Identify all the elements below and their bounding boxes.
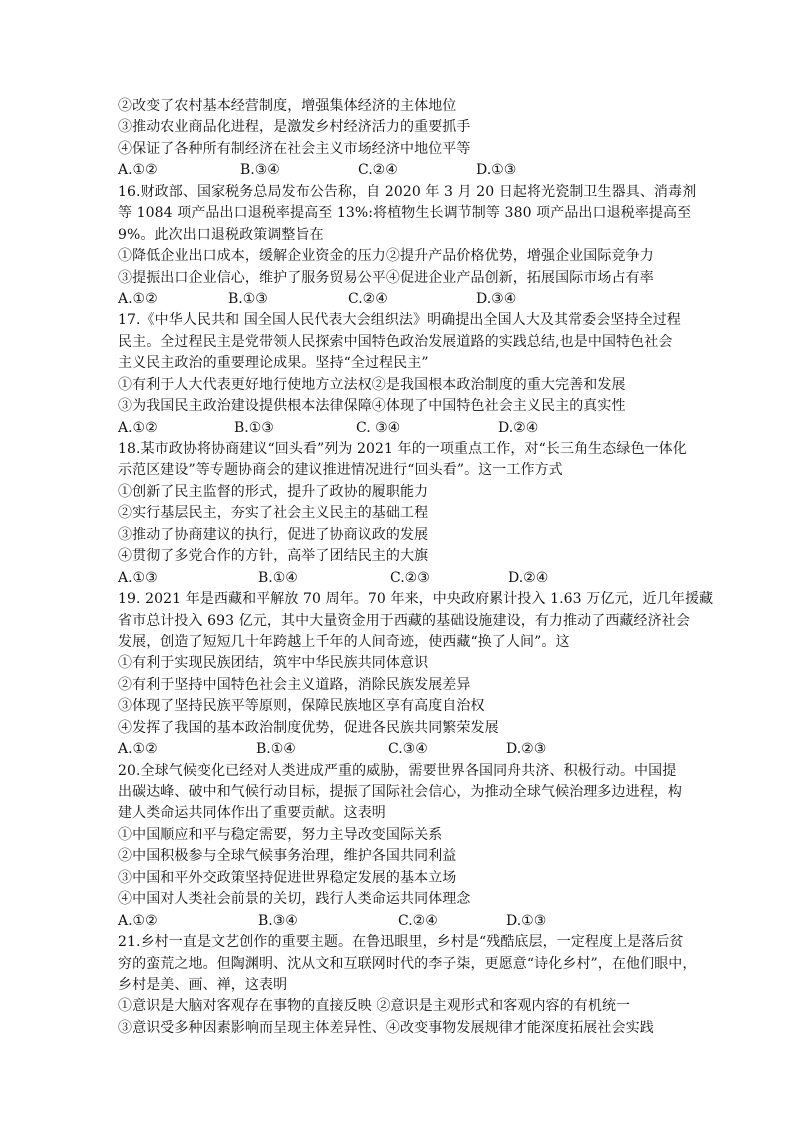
question-20-line: 建人类命运共同体作出了重要贡献。这表明 [118, 805, 386, 822]
option-a: A.①② [118, 912, 158, 929]
question-21-line: 21.乡村一直是文艺创作的重要主题。在鲁迅眼里，乡村是“残酷底层，一定程度上是落后贫 [118, 934, 684, 951]
option-d: D.②④ [508, 569, 549, 586]
option-a: A.①② [118, 741, 158, 758]
option-b: B.①③ [228, 290, 268, 307]
options-16 [118, 289, 744, 310]
option-d: D.①③ [476, 162, 517, 179]
question-16-line: 等 1084 项产品出口退税率提高至 13%:将植物生长调节制等 380 项产品出口退税率提高至 [118, 205, 692, 222]
option-d: D.②④ [498, 419, 539, 436]
question-16-line: ①降低企业出口成本，缓解企业资金的压力②提升产品价格优势，增强企业国际竞争力 [118, 248, 654, 265]
question-17-line: 民主。全过程民主是党带领人民探索中国特色政治发展道路的实践总结,也是中国特色社会 [118, 333, 673, 350]
options-20 [118, 911, 744, 932]
question-21-line: ③意识受多种因素影响而呈现主体差异性、④改变事物发展规律才能深度拓展社会实践 [118, 1019, 654, 1036]
option-b: B.①③ [234, 419, 274, 436]
question-18-line: 18.某市政协将协商建议“回头看”列为 2021 年的一项重点工作，对“长三角生态绿色一体化 [118, 441, 687, 457]
option-d: D.①③ [506, 912, 547, 929]
option-b: B.①④ [256, 741, 296, 758]
option-b: B.③④ [258, 912, 298, 929]
option-c: C.②③ [390, 569, 430, 586]
question-20-line: 出碳达峰、破中和气候行动目标，提振了国际社会信心，为推动全球气候治理多边进程，构 [118, 784, 682, 800]
question-18-line: 示范区建设”等专题协商会的建议推进情况进行“回头看”。这一工作方式 [118, 462, 563, 479]
option-c: C. ③④ [356, 419, 401, 436]
question-17-line: 主义民主政治的重要理论成果。坚持“全过程民主” [118, 355, 429, 372]
option-a: A.①② [118, 290, 158, 307]
question-18-line: ④贯彻了多党合作的方针，高举了团结民主的大旗 [118, 548, 429, 565]
question-18-line: ①创新了民主监督的形式，提升了政协的履职能力 [118, 483, 429, 500]
question-20-line: ②中国积极参与全球气候事务治理，维护各国共同利益 [118, 848, 457, 865]
question-19-line: 19. 2021 年是西藏和平解放 70 周年。70 年来，中央政府累计投入 1.63 万亿元，近几年援藏 [118, 591, 714, 608]
question-19-line: 省市总计投入 693 亿元，其中大量资金用于西藏的基础设施建设，有力推动了西藏经济社会 [118, 612, 690, 629]
question-17-line: ③为我国民主政治建设提供根本法律保障④体现了中国特色社会主义民主的真实性 [118, 398, 626, 415]
statement-4: ④保证了各种所有制经济在社会主义市场经济中地位平等 [118, 140, 471, 157]
option-a: A.①③ [118, 569, 158, 586]
option-c: C.②④ [358, 162, 398, 179]
question-19-line: ①有利于实现民族团结，筑牢中华民族共同体意识 [118, 655, 429, 672]
question-17-line: ①有利于人大代表更好地行使地方立法权②是我国根本政治制度的重大完善和发展 [118, 376, 626, 393]
question-17-line: 17.《中华人民共和 国全国人民代表大会组织法》明确提出全国人大及其常委会坚持全过程 [118, 312, 681, 329]
question-20-line: 20.全球气候变化已经对人类进成严重的威胁，需要世界各国同舟共济、积极行动。中国提 [118, 762, 677, 779]
question-19-line: ③体现了坚持民族平等原则，保障民族地区享有高度自治权 [118, 698, 485, 715]
question-20-line: ③中国和平外交政策坚持促进世界稳定发展的基本立场 [118, 869, 457, 886]
question-16-line: 16.财政部、国家税务总局发布公告称，自 2020 年 3 月 20 日起将光瓷制卫生器具、消毒剂 [118, 183, 697, 200]
question-19-line: 发展，创造了短短几十年跨越上千年的人间奇迹，使西藏“换了人间”。这 [118, 633, 570, 650]
statement-3: ③推动农业商品化进程，是激发乡村经济活力的重要抓手 [118, 119, 471, 136]
question-16-line: 9%。此次出口退税政策调整旨在 [118, 226, 324, 243]
option-b: B.①④ [258, 569, 298, 586]
option-c: C.③④ [388, 741, 428, 758]
question-20-line: ④中国对人类社会前景的关切，践行人类命运共同体理念 [118, 891, 471, 908]
option-c: C.②④ [348, 290, 388, 307]
option-d: D.③④ [476, 290, 517, 307]
question-21-line: 穷的蛮荒之地。但陶渊明、沈从文和互联网时代的李子柒，更愿意“诗化乡村”，在他们眼中， [118, 955, 697, 972]
question-16-line: ③提振出口企业信心，维护了服务贸易公平④促进企业产品创新，拓展国际市场占有率 [118, 269, 654, 286]
question-18-line: ③推动了协商建议的执行，促进了协商议政的发展 [118, 526, 429, 543]
question-19-line: ②有利于坚持中国特色社会主义道路，消除民族发展差异 [118, 676, 471, 693]
option-b: B.③④ [240, 162, 280, 179]
question-20-line: ①中国顺应和平与稳定需要，努力主导改变国际关系 [118, 826, 443, 843]
option-a: A.①② [118, 419, 158, 436]
options-17 [118, 418, 744, 439]
options-18 [118, 568, 744, 589]
options-19 [118, 739, 744, 760]
options-15 [118, 160, 744, 181]
question-21-line: 乡村是美、画、禅，这表明 [118, 976, 288, 993]
statement-2: ②改变了农村基本经营制度，增强集体经济的主体地位 [118, 98, 457, 114]
question-18-line: ②实行基层民主，夯实了社会主义民主的基础工程 [118, 505, 429, 522]
option-c: C.②④ [398, 912, 438, 929]
option-a: A.①② [118, 162, 158, 179]
question-21-line: ①意识是大脑对客观存在事物的直接反映 ②意识是主观形式和客观内容的有机统一 [118, 998, 631, 1015]
option-d: D.②③ [506, 741, 547, 758]
question-19-line: ④发挥了我国的基本政治制度优势，促进各民族共同繁荣发展 [118, 719, 499, 736]
